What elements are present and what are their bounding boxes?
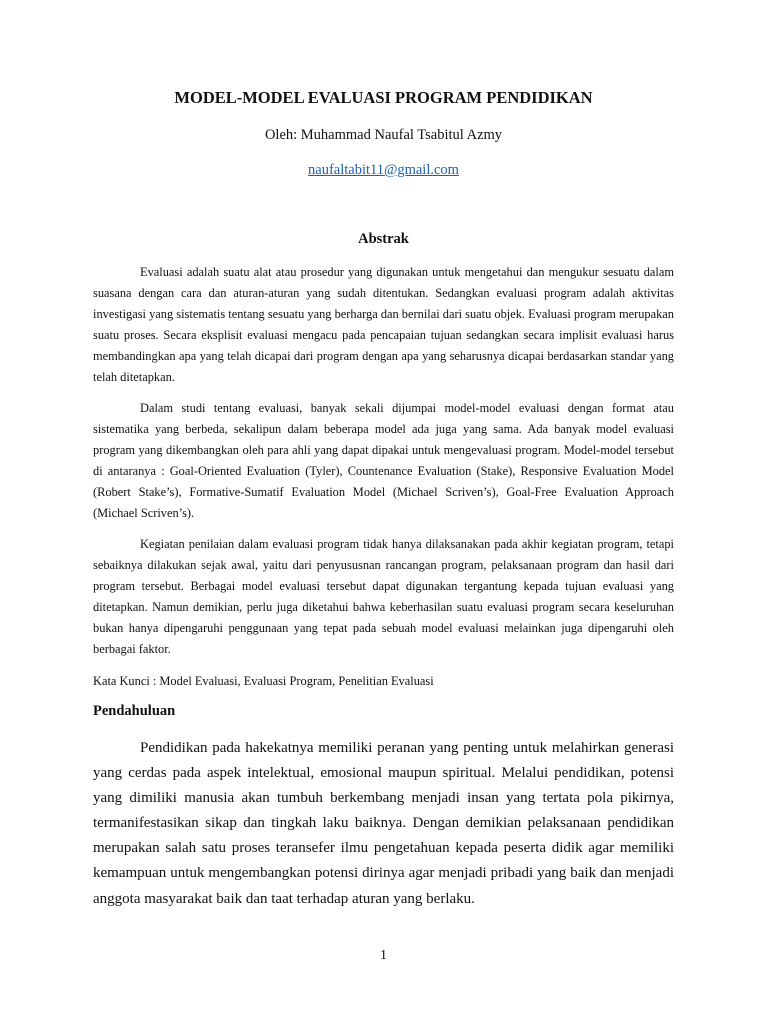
keywords: Kata Kunci : Model Evaluasi, Evaluasi Program, Penelitian Evaluasi [93, 674, 434, 688]
page-number: 1 [380, 948, 387, 963]
document-title: MODEL-MODEL EVALUASI PROGRAM PENDIDIKAN [174, 88, 593, 107]
author-email [93, 162, 674, 179]
email-link[interactable]: naufaltabit11@gmail.com [308, 162, 459, 178]
abstract-paragraph: Dalam studi tentang evaluasi, banyak sekali dijumpai model-model evaluasi dengan format atau sistematika yang berbeda, sekalipun dalam beberapa model ada juga yang sama. Ada banyak model evaluasi program yang dikembangkan oleh para ahli yang dapat dipakai untuk mengevaluasi program. Model-model tersebut di antaranya : Goal-Oriented Evaluation (Tyler), Countenance Evaluation (Stake), Responsive Evaluation Model (Robert Stake’s), Formative-Sumatif Evaluation Model (Michael Scriven’s), Goal-Free Evaluation Approach (Michael Scriven’s). [93, 401, 674, 520]
section-paragraph: Pendidikan pada hakekatnya memiliki peranan yang penting untuk melahirkan generasi yang cerdas pada aspek intelektual, emosional maupun spiritual. Melalui pendidikan, potensi yang dimiliki manusia akan tumbuh berkembang menjadi insan yang tertata pola pikirnya, termanifestasikan sikap dan tingkah laku baiknya. Dengan demikian pelaksanaan pendidikan merupakan salah satu proses teransefer ilmu pengetahuan kepada peserta didik agar memiliki kemampuan untuk mengembangkan potensi dirinya agar menjadi pribadi yang baik dan menjadi anggota masyarakat baik dan taat terhadap aturan yang berlaku. [93, 740, 674, 907]
section-heading: Pendahuluan [93, 703, 176, 719]
abstract-heading: Abstrak [358, 231, 409, 247]
abstract-paragraph: Evaluasi adalah suatu alat atau prosedur yang digunakan untuk mengetahui dan mengukur sesuatu dalam suasana dengan cara dan aturan-aturan yang sudah ditentukan. Sedangkan evaluasi program adalah aktivitas investigasi yang sistematis tentang sesuatu yang berharga dan bernilai dari suatu objek. Evaluasi program merupakan suatu proses. Secara eksplisit evaluasi mengacu pada pencapaian tujuan sedangkan secara implisit evaluasi harus membandingkan apa yang telah dicapai dari program dengan apa yang seharusnya dicapai berdasarkan standar yang telah ditetapkan. [93, 265, 674, 384]
abstract-paragraph: Kegiatan penilaian dalam evaluasi program tidak hanya dilaksanakan pada akhir kegiatan program, tetapi sebaiknya dilakukan sejak awal, yaitu dari penyususnan rancangan program, pelaksanaan program dan hasil dari program tersebut. Berbagai model evaluasi tersebut dapat digunakan tergantung kepada tujuan evaluasi yang ditetapkan. Namun demikian, perlu juga diketahui bahwa keberhasilan suatu evaluasi program secara keseluruhan bukan hanya dipengaruhi penggunaan yang tepat pada sebuah model evaluasi melainkan juga dipengaruhi oleh berbagai faktor. [93, 537, 674, 656]
author-line: Oleh: Muhammad Naufal Tsabitul Azmy [264, 127, 503, 143]
